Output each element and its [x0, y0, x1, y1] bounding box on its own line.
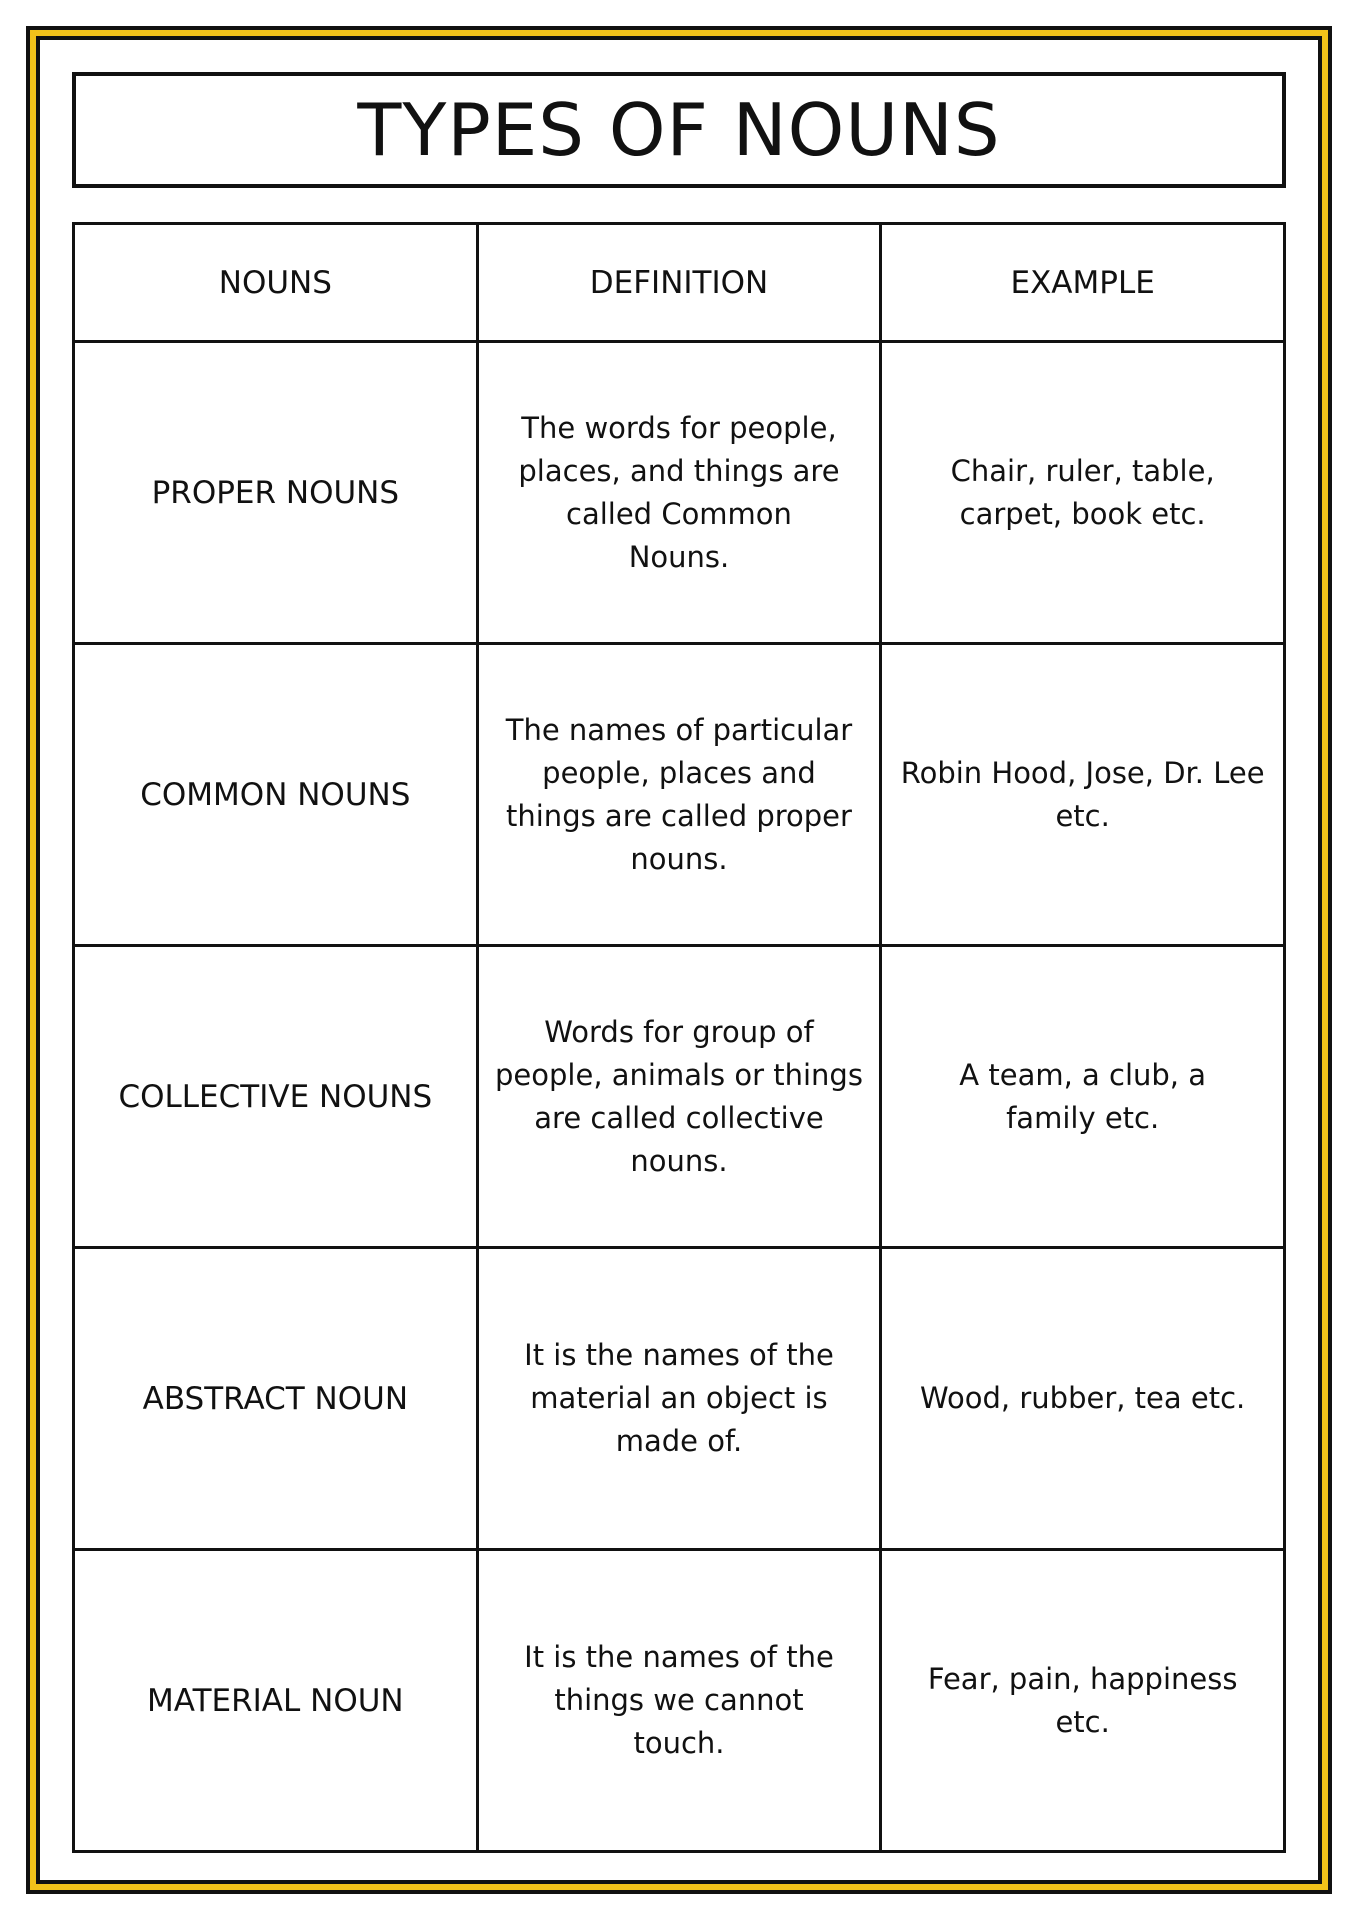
table-row [74, 1550, 1285, 1852]
header-definition: DEFINITION [477, 224, 881, 342]
table-row [74, 946, 1285, 1248]
nouns-table [72, 222, 1286, 1853]
example-cell [881, 342, 1285, 644]
definition-text: Words for group of people, animals or things are called collective nouns. [495, 1014, 863, 1178]
header-nouns: NOUNS [74, 224, 478, 342]
example-cell [881, 1248, 1285, 1550]
noun-cell: PROPER NOUNS [74, 342, 478, 644]
definition-cell [477, 644, 881, 946]
header-example: EXAMPLE [881, 224, 1285, 342]
definition-cell [477, 342, 881, 644]
table-row [74, 1248, 1285, 1550]
example-cell [881, 946, 1285, 1248]
page-title: TYPES OF NOUNS [357, 88, 1001, 172]
example-cell [881, 644, 1285, 946]
definition-cell [477, 946, 881, 1248]
table-row [74, 342, 1285, 644]
table-row [74, 644, 1285, 946]
example-text: Wood, rubber, tea etc. [920, 1381, 1246, 1415]
noun-cell: MATERIAL NOUN [74, 1550, 478, 1852]
noun-cell: COMMON NOUNS [74, 644, 478, 946]
definition-cell [477, 1248, 881, 1550]
table-header-row [74, 224, 1285, 342]
title-box [72, 72, 1286, 188]
example-text: Robin Hood, Jose, Dr. Lee etc. [900, 755, 1265, 833]
noun-cell: ABSTRACT NOUN [74, 1248, 478, 1550]
definition-text: It is the names of the material an object is made of. [524, 1338, 834, 1458]
definition-text: It is the names of the things we cannot touch. [524, 1640, 834, 1760]
definition-text: The names of particular people, places and things are called proper nouns. [505, 712, 853, 876]
definition-cell [477, 1550, 881, 1852]
example-text: A team, a club, a family etc. [959, 1057, 1207, 1135]
definition-text: The words for people, places, and things are called Common Nouns. [518, 410, 840, 574]
example-text: Chair, ruler, table, carpet, book etc. [950, 453, 1215, 531]
noun-cell: COLLECTIVE NOUNS [74, 946, 478, 1248]
example-text: Fear, pain, happiness etc. [927, 1661, 1238, 1739]
example-cell [881, 1550, 1285, 1852]
